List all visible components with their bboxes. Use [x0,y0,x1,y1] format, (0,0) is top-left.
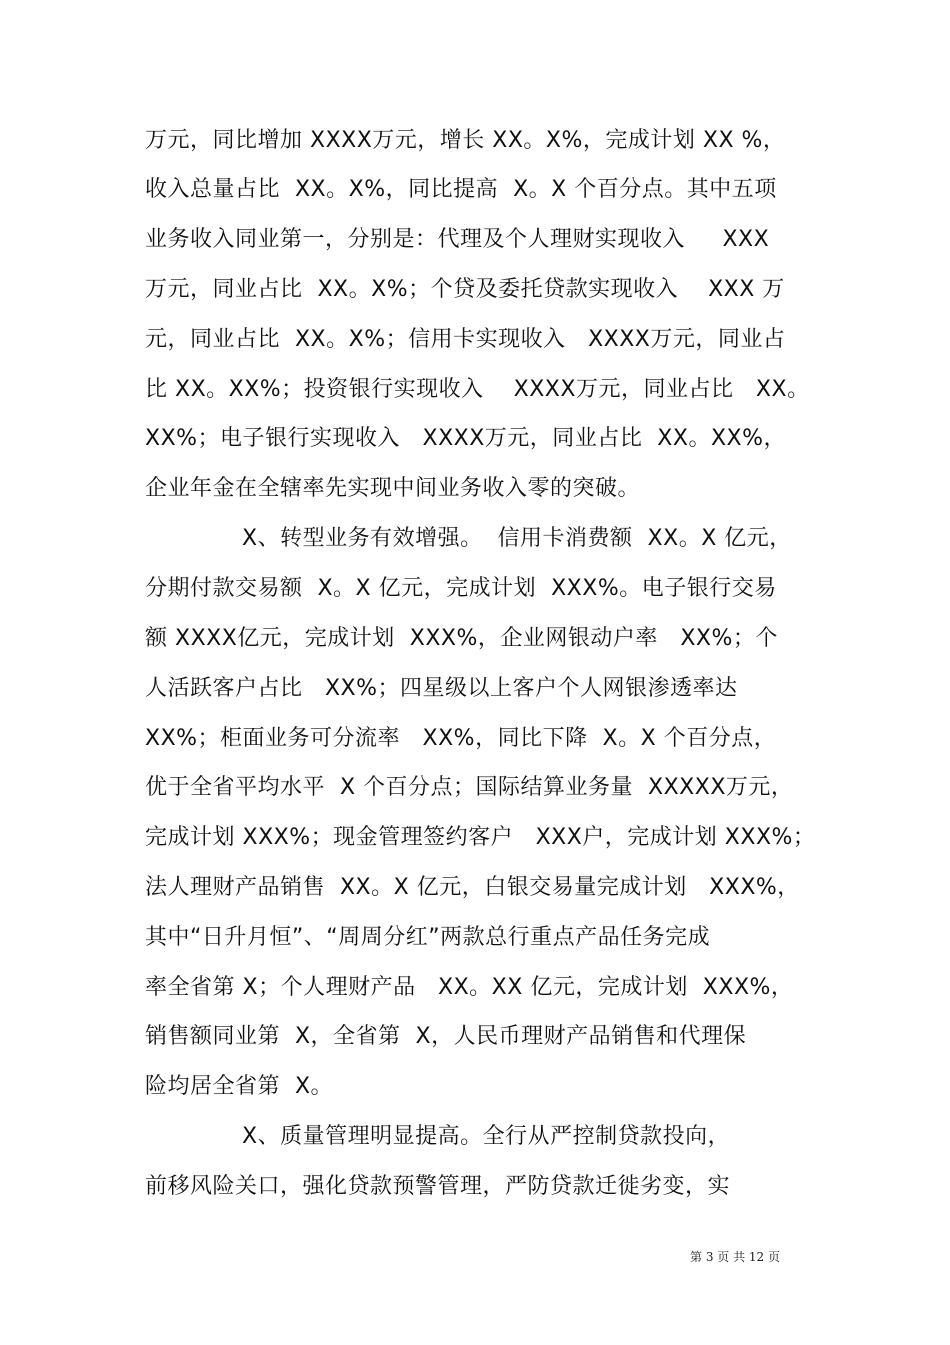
page-number-footer: 第 3 页 共 12 页 [690,1250,780,1264]
text-line: XX%；电子银行实现收入 XXXX万元，同业占比 XX。XX%， [145,426,786,451]
paragraph-heading-line: X、质量管理明显提高。全行从严控制贷款投向， [242,1124,731,1149]
text-line: 收入总量占比 XX。X%，同比提高 X。X 个百分点。其中五项 [145,177,777,202]
text-line: 法人理财产品销售 XX。X 亿元，白银交易量完成计划 XXX%， [145,875,800,900]
text-line: 元，同业占比 XX。X%；信用卡实现收入 XXXX万元，同业占 [145,327,786,352]
text-line: 比 XX。XX%；投资银行实现收入 XXXX万元，同业占比 XX。 [145,377,810,402]
text-line: 业务收入同业第一，分别是：代理及个人理财实现收入 XXX [145,227,770,252]
text-line: 险均居全省第 X。 [145,1074,334,1099]
text-line: XX%；柜面业务可分流率 XX%，同比下降 X。X 个百分点， [145,726,777,751]
text-line: 额 XXXX亿元，完成计划 XXX%，企业网银动户率 XX%；个 [145,626,778,651]
text-line: 万元，同业占比 XX。X%；个贷及委托贷款实现收入 XXX 万 [145,277,785,302]
text-line: 人活跃客户占比 XX%；四星级以上客户个人网银渗透率达 [145,676,738,701]
text-line: 其中“日升月恒”、“周周分红”两款总行重点产品任务完成 [145,925,711,950]
text-line: 率全省第 X；个人理财产品 XX。XX 亿元，完成计划 XXX%， [145,975,794,1000]
text-line: 完成计划 XXX%；现金管理签约客户 XXX户，完成计划 XXX%； [145,825,816,850]
text-line: 万元，同比增加 XXXX万元，增长 XX。X%，完成计划 XX %， [145,128,786,153]
text-line: 优于全省平均水平 X 个百分点；国际结算业务量 XXXXX万元， [145,775,794,800]
text-line: 企业年金在全辖率先实现中间业务收入零的突破。 [145,476,641,501]
text-line: 销售额同业第 X，全省第 X，人民币理财产品销售和代理保 [145,1024,747,1049]
text-line: 分期付款交易额 X。X 亿元，完成计划 XXX%。电子银行交易 [145,576,777,601]
paragraph-heading-line: X、转型业务有效增强。 信用卡消费额 XX。X 亿元， [242,526,792,551]
text-line: 前移风险关口，强化贷款预警管理，严防贷款迁徙劣变，实 [145,1174,731,1199]
